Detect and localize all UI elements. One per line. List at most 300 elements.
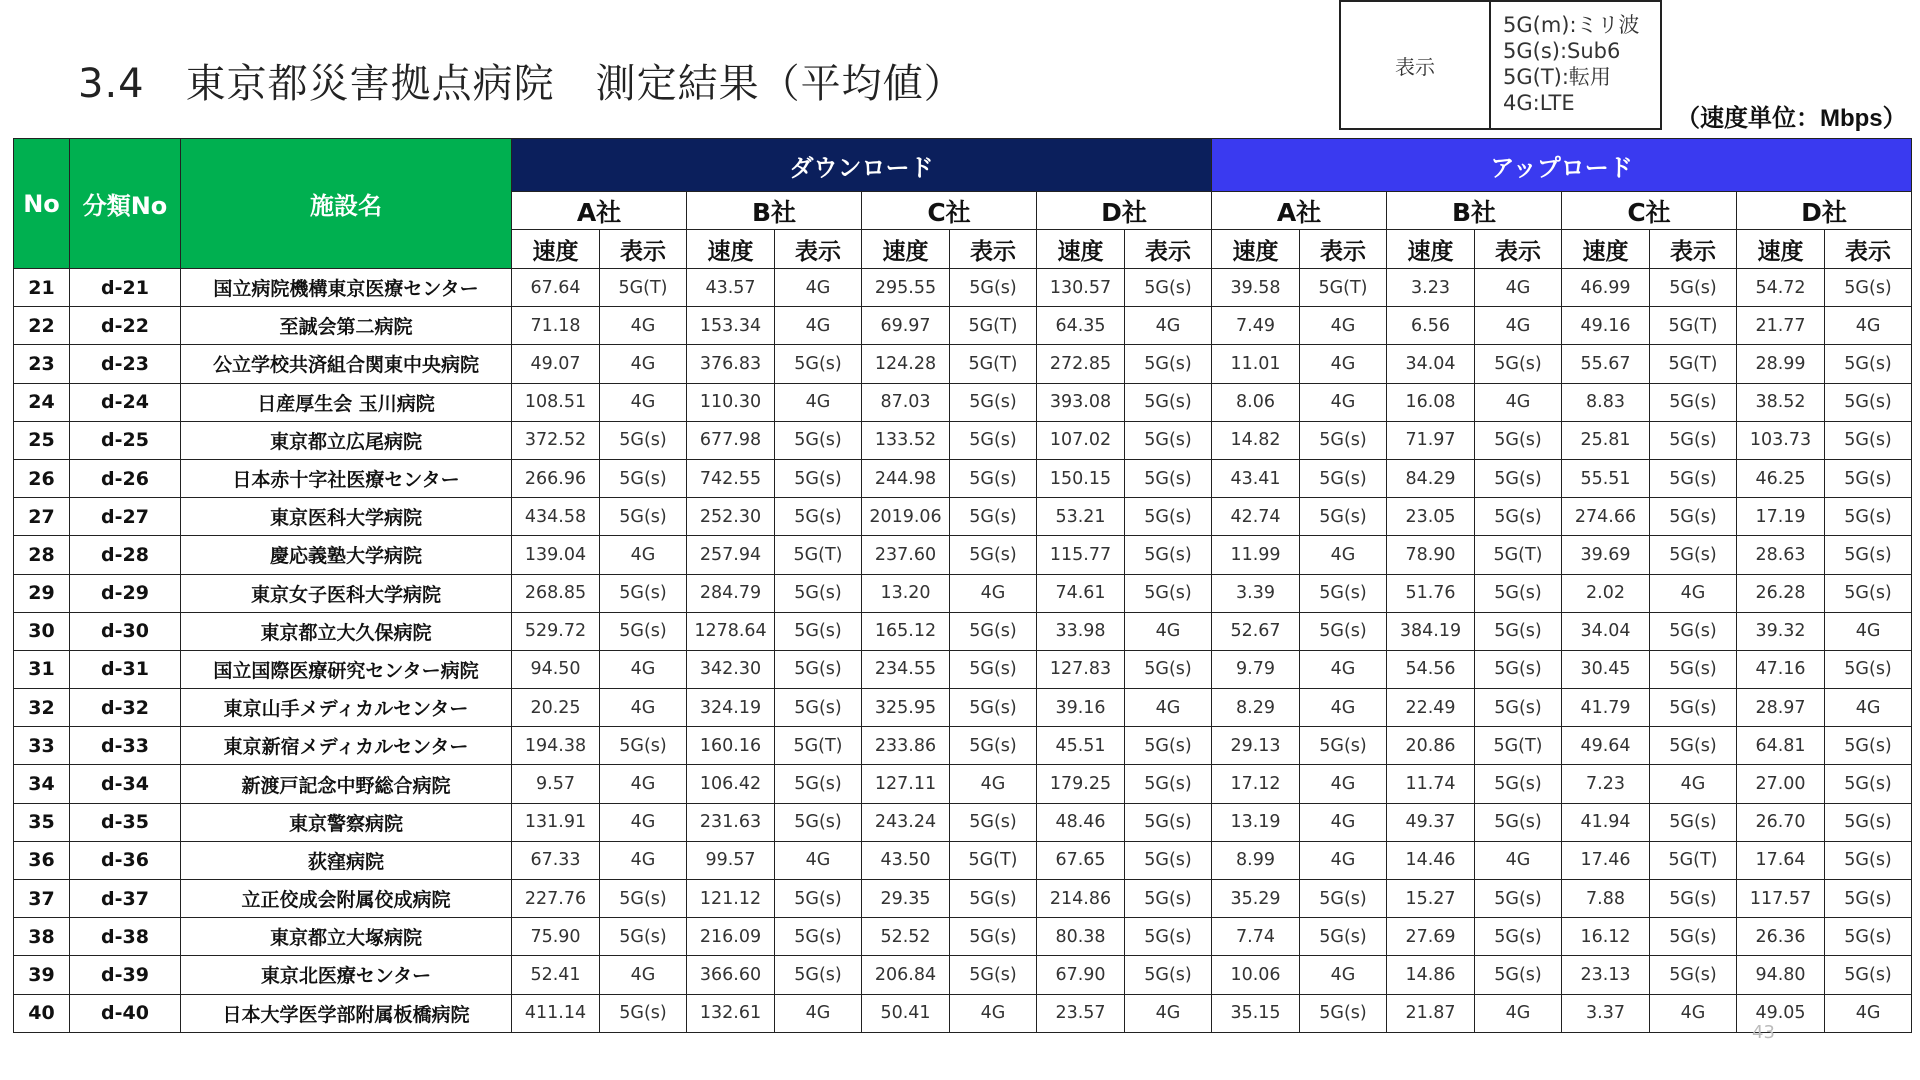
display-cell: 5G(T) [1475,536,1562,574]
speed-cell: 15.27 [1387,880,1475,918]
upload-speed-header: 速度 [1737,230,1825,269]
row-class-no: d-29 [70,574,181,612]
display-cell: 5G(s) [1825,536,1912,574]
display-cell: 4G [600,956,687,994]
display-cell: 5G(s) [1125,498,1212,536]
row-no: 27 [14,498,70,536]
speed-cell: 78.90 [1387,536,1475,574]
display-cell: 5G(s) [1650,918,1737,956]
row-no: 23 [14,345,70,383]
display-cell: 5G(s) [1825,918,1912,956]
speed-cell: 8.99 [1212,841,1300,879]
speed-cell: 8.83 [1562,383,1650,421]
speed-cell: 16.08 [1387,383,1475,421]
speed-cell: 179.25 [1037,765,1125,803]
download-speed-header: 速度 [1037,230,1125,269]
row-facility-name: 東京警察病院 [181,803,512,841]
display-cell: 4G [1825,307,1912,345]
display-cell: 5G(s) [1650,536,1737,574]
speed-cell: 376.83 [687,345,775,383]
row-no: 38 [14,918,70,956]
row-facility-name: 日本赤十字社医療センター [181,459,512,497]
speed-cell: 165.12 [862,612,950,650]
speed-cell: 54.72 [1737,269,1825,307]
speed-cell: 11.74 [1387,765,1475,803]
table-row [14,269,1912,307]
display-cell: 5G(s) [950,689,1037,727]
legend-label: 表示 [1341,2,1491,128]
speed-cell: 17.46 [1562,841,1650,879]
speed-cell: 216.09 [687,918,775,956]
display-cell: 4G [1125,307,1212,345]
display-cell: 5G(s) [1125,459,1212,497]
table-row [14,689,1912,727]
speed-cell: 71.97 [1387,421,1475,459]
display-cell: 5G(s) [775,650,862,688]
speed-cell: 7.88 [1562,880,1650,918]
row-no: 29 [14,574,70,612]
display-cell: 4G [1475,269,1562,307]
display-cell: 4G [775,841,862,879]
display-cell: 5G(T) [1650,345,1737,383]
display-cell: 5G(s) [775,765,862,803]
display-cell: 5G(s) [1825,345,1912,383]
display-cell: 4G [600,307,687,345]
speed-cell: 252.30 [687,498,775,536]
display-cell: 5G(s) [950,459,1037,497]
display-cell: 5G(s) [1650,650,1737,688]
display-cell: 5G(s) [1825,421,1912,459]
display-cell: 5G(T) [775,536,862,574]
speed-cell: 64.35 [1037,307,1125,345]
table-row [14,459,1912,497]
display-cell: 5G(s) [1125,956,1212,994]
display-cell: 5G(s) [1475,612,1562,650]
speed-cell: 103.73 [1737,421,1825,459]
speed-cell: 54.56 [1387,650,1475,688]
display-cell: 5G(T) [775,727,862,765]
display-cell: 5G(s) [950,612,1037,650]
speed-cell: 49.64 [1562,727,1650,765]
row-facility-name: 国立病院機構東京医療センター [181,269,512,307]
row-no: 34 [14,765,70,803]
speed-cell: 84.29 [1387,459,1475,497]
display-cell: 5G(T) [1475,727,1562,765]
display-cell: 4G [1475,994,1562,1032]
display-cell: 4G [1300,383,1387,421]
table-row [14,727,1912,765]
download-company-1: B社 [687,192,862,230]
speed-cell: 237.60 [862,536,950,574]
display-cell: 5G(s) [775,689,862,727]
display-cell: 4G [1825,612,1912,650]
speed-cell: 23.57 [1037,994,1125,1032]
download-display-header: 表示 [775,230,862,269]
display-cell: 5G(s) [600,880,687,918]
display-cell: 4G [950,994,1037,1032]
display-cell: 5G(T) [1300,269,1387,307]
display-cell: 4G [600,803,687,841]
display-cell: 5G(s) [1125,650,1212,688]
speed-cell: 55.67 [1562,345,1650,383]
display-cell: 5G(s) [1125,269,1212,307]
display-cell: 5G(s) [1300,421,1387,459]
speed-cell: 29.35 [862,880,950,918]
display-cell: 5G(s) [950,803,1037,841]
speed-cell: 342.30 [687,650,775,688]
row-no: 40 [14,994,70,1032]
speed-cell: 33.98 [1037,612,1125,650]
display-cell: 4G [600,765,687,803]
display-cell: 5G(s) [950,956,1037,994]
download-company-3: D社 [1037,192,1212,230]
speed-cell: 28.63 [1737,536,1825,574]
speed-cell: 53.21 [1037,498,1125,536]
speed-cell: 48.46 [1037,803,1125,841]
speed-cell: 127.83 [1037,650,1125,688]
speed-cell: 49.37 [1387,803,1475,841]
row-no: 21 [14,269,70,307]
speed-cell: 150.15 [1037,459,1125,497]
speed-cell: 231.63 [687,803,775,841]
speed-cell: 34.04 [1562,612,1650,650]
display-cell: 5G(s) [1475,345,1562,383]
speed-cell: 244.98 [862,459,950,497]
display-cell: 5G(s) [600,459,687,497]
speed-cell: 43.41 [1212,459,1300,497]
speed-cell: 214.86 [1037,880,1125,918]
display-cell: 5G(s) [1650,269,1737,307]
row-facility-name: 東京医科大学病院 [181,498,512,536]
display-cell: 4G [1650,574,1737,612]
table-row [14,918,1912,956]
display-cell: 5G(s) [775,918,862,956]
speed-cell: 121.12 [687,880,775,918]
speed-cell: 47.16 [1737,650,1825,688]
download-display-header: 表示 [600,230,687,269]
display-cell: 5G(s) [1825,498,1912,536]
speed-cell: 38.52 [1737,383,1825,421]
display-cell: 5G(s) [1125,536,1212,574]
display-cell: 5G(s) [775,421,862,459]
row-class-no: d-28 [70,536,181,574]
row-class-no: d-31 [70,650,181,688]
download-display-header: 表示 [1125,230,1212,269]
display-cell: 5G(s) [1825,880,1912,918]
speed-cell: 2019.06 [862,498,950,536]
row-no: 24 [14,383,70,421]
display-cell: 5G(s) [1825,459,1912,497]
speed-cell: 23.13 [1562,956,1650,994]
row-facility-name: 新渡戸記念中野総合病院 [181,765,512,803]
display-cell: 5G(s) [1475,421,1562,459]
speed-cell: 153.34 [687,307,775,345]
display-cell: 5G(s) [600,574,687,612]
display-cell: 5G(s) [775,574,862,612]
header-no: No [14,139,70,269]
speed-cell: 46.25 [1737,459,1825,497]
speed-cell: 110.30 [687,383,775,421]
speed-cell: 35.15 [1212,994,1300,1032]
display-cell: 5G(s) [950,727,1037,765]
speed-cell: 29.13 [1212,727,1300,765]
display-cell: 5G(s) [775,345,862,383]
row-no: 35 [14,803,70,841]
display-cell: 5G(s) [1125,727,1212,765]
speed-cell: 233.86 [862,727,950,765]
display-cell: 5G(s) [1650,498,1737,536]
display-cell: 5G(s) [600,994,687,1032]
display-cell: 5G(T) [600,269,687,307]
display-cell: 4G [600,345,687,383]
speed-cell: 324.19 [687,689,775,727]
speed-cell: 55.51 [1562,459,1650,497]
display-cell: 5G(s) [1125,880,1212,918]
table-row [14,880,1912,918]
display-cell: 4G [1300,689,1387,727]
display-cell: 5G(T) [1650,841,1737,879]
display-cell: 5G(s) [1650,956,1737,994]
display-cell: 5G(s) [1650,383,1737,421]
speed-cell: 384.19 [1387,612,1475,650]
page-number: 43 [1752,1022,1775,1043]
speed-cell: 272.85 [1037,345,1125,383]
speed-cell: 124.28 [862,345,950,383]
display-cell: 5G(s) [1475,574,1562,612]
row-class-no: d-22 [70,307,181,345]
speed-cell: 127.11 [862,765,950,803]
display-cell: 5G(s) [1125,574,1212,612]
speed-cell: 10.06 [1212,956,1300,994]
speed-cell: 227.76 [512,880,600,918]
display-cell: 4G [1125,612,1212,650]
speed-cell: 742.55 [687,459,775,497]
speed-cell: 3.23 [1387,269,1475,307]
display-cell: 5G(s) [1300,727,1387,765]
display-cell: 5G(s) [950,536,1037,574]
legend-lines [1491,2,1660,128]
table-row [14,803,1912,841]
speed-cell: 107.02 [1037,421,1125,459]
speed-cell: 274.66 [1562,498,1650,536]
display-cell: 5G(s) [1475,650,1562,688]
speed-cell: 16.12 [1562,918,1650,956]
display-cell: 5G(s) [1475,765,1562,803]
display-cell: 5G(s) [1825,956,1912,994]
speed-cell: 67.65 [1037,841,1125,879]
display-cell: 5G(s) [1300,880,1387,918]
speed-cell: 26.28 [1737,574,1825,612]
table-row [14,498,1912,536]
display-cell: 5G(s) [1125,918,1212,956]
speed-cell: 49.05 [1737,994,1825,1032]
header-upload: アップロード [1212,139,1912,192]
display-cell: 5G(s) [1125,841,1212,879]
speed-cell: 17.12 [1212,765,1300,803]
display-cell: 5G(s) [1475,956,1562,994]
page-title: 3.4 東京都災害拠点病院 測定結果（平均値） [78,61,965,107]
row-no: 39 [14,956,70,994]
display-cell: 4G [1300,803,1387,841]
display-cell: 4G [600,650,687,688]
download-company-0: A社 [512,192,687,230]
upload-display-header: 表示 [1650,230,1737,269]
speed-cell: 17.19 [1737,498,1825,536]
speed-cell: 434.58 [512,498,600,536]
speed-cell: 41.79 [1562,689,1650,727]
header-facility-name: 施設名 [181,139,512,269]
display-cell: 5G(s) [1475,803,1562,841]
row-facility-name: 東京都立大塚病院 [181,918,512,956]
speed-cell: 52.41 [512,956,600,994]
display-cell: 4G [1475,307,1562,345]
speed-cell: 30.45 [1562,650,1650,688]
display-cell: 4G [1300,307,1387,345]
display-cell: 5G(s) [950,421,1037,459]
speed-cell: 28.99 [1737,345,1825,383]
table-row [14,612,1912,650]
speed-cell: 27.00 [1737,765,1825,803]
speed-cell: 17.64 [1737,841,1825,879]
speed-cell: 74.61 [1037,574,1125,612]
display-cell: 4G [1125,994,1212,1032]
speed-cell: 13.19 [1212,803,1300,841]
speed-cell: 39.32 [1737,612,1825,650]
speed-cell: 42.74 [1212,498,1300,536]
display-cell: 5G(s) [600,421,687,459]
speed-cell: 43.50 [862,841,950,879]
download-display-header: 表示 [950,230,1037,269]
display-cell: 5G(s) [1300,612,1387,650]
display-cell: 4G [950,574,1037,612]
speed-cell: 46.99 [1562,269,1650,307]
display-cell: 5G(s) [600,498,687,536]
speed-cell: 268.85 [512,574,600,612]
display-cell: 5G(s) [775,803,862,841]
speed-cell: 71.18 [512,307,600,345]
speed-cell: 39.69 [1562,536,1650,574]
speed-cell: 52.52 [862,918,950,956]
speed-cell: 295.55 [862,269,950,307]
speed-cell: 39.16 [1037,689,1125,727]
speed-cell: 20.86 [1387,727,1475,765]
row-class-no: d-21 [70,269,181,307]
speed-cell: 80.38 [1037,918,1125,956]
display-cell: 5G(s) [1475,459,1562,497]
display-cell: 5G(s) [1125,421,1212,459]
speed-cell: 266.96 [512,459,600,497]
row-no: 36 [14,841,70,879]
upload-speed-header: 速度 [1212,230,1300,269]
speed-cell: 366.60 [687,956,775,994]
speed-cell: 234.55 [862,650,950,688]
speed-cell: 49.16 [1562,307,1650,345]
display-cell: 5G(s) [1825,574,1912,612]
row-facility-name: 東京新宿メディカルセンター [181,727,512,765]
row-class-no: d-40 [70,994,181,1032]
row-class-no: d-25 [70,421,181,459]
speed-cell: 7.49 [1212,307,1300,345]
table-row [14,994,1912,1032]
speed-cell: 52.67 [1212,612,1300,650]
speed-cell: 130.57 [1037,269,1125,307]
display-cell: 4G [1475,841,1562,879]
display-cell: 4G [1650,765,1737,803]
display-cell: 4G [1825,689,1912,727]
display-cell: 4G [1125,689,1212,727]
display-cell: 5G(T) [1650,307,1737,345]
row-no: 26 [14,459,70,497]
display-cell: 4G [775,269,862,307]
row-facility-name: 公立学校共済組合関東中央病院 [181,345,512,383]
speed-cell: 67.33 [512,841,600,879]
row-facility-name: 東京北医療センター [181,956,512,994]
speed-cell: 9.79 [1212,650,1300,688]
download-speed-header: 速度 [687,230,775,269]
speed-cell: 160.16 [687,727,775,765]
measurement-results-table [13,138,1912,1033]
display-cell: 5G(s) [950,880,1037,918]
display-cell: 4G [1300,841,1387,879]
speed-cell: 64.81 [1737,727,1825,765]
display-cell: 5G(s) [1825,803,1912,841]
speed-cell: 39.58 [1212,269,1300,307]
speed-cell: 27.69 [1387,918,1475,956]
speed-cell: 9.57 [512,765,600,803]
display-legend-box [1339,0,1662,130]
speed-cell: 23.05 [1387,498,1475,536]
legend-line-sub6: 5G(s):Sub6 [1503,39,1621,63]
upload-company-0: A社 [1212,192,1387,230]
display-cell: 5G(s) [1300,574,1387,612]
display-cell: 5G(s) [950,918,1037,956]
table-row [14,650,1912,688]
speed-cell: 8.29 [1212,689,1300,727]
row-no: 37 [14,880,70,918]
display-cell: 5G(s) [1650,689,1737,727]
row-class-no: d-24 [70,383,181,421]
row-facility-name: 東京都立広尾病院 [181,421,512,459]
row-facility-name: 東京都立大久保病院 [181,612,512,650]
speed-cell: 257.94 [687,536,775,574]
speed-cell: 87.03 [862,383,950,421]
upload-company-3: D社 [1737,192,1912,230]
speed-cell: 13.20 [862,574,950,612]
speed-cell: 49.07 [512,345,600,383]
display-cell: 4G [775,994,862,1032]
row-class-no: d-39 [70,956,181,994]
legend-line-millimeter: 5G(m):ミリ波 [1503,13,1640,37]
display-cell: 5G(s) [1825,765,1912,803]
speed-cell: 50.41 [862,994,950,1032]
speed-cell: 117.57 [1737,880,1825,918]
row-class-no: d-32 [70,689,181,727]
speed-cell: 206.84 [862,956,950,994]
speed-cell: 35.29 [1212,880,1300,918]
speed-cell: 194.38 [512,727,600,765]
display-cell: 4G [600,383,687,421]
speed-cell: 11.99 [1212,536,1300,574]
speed-cell: 529.72 [512,612,600,650]
speed-cell: 3.39 [1212,574,1300,612]
display-cell: 5G(T) [950,307,1037,345]
row-no: 32 [14,689,70,727]
speed-cell: 26.36 [1737,918,1825,956]
row-no: 22 [14,307,70,345]
speed-cell: 28.97 [1737,689,1825,727]
table-row [14,536,1912,574]
display-cell: 5G(s) [600,727,687,765]
